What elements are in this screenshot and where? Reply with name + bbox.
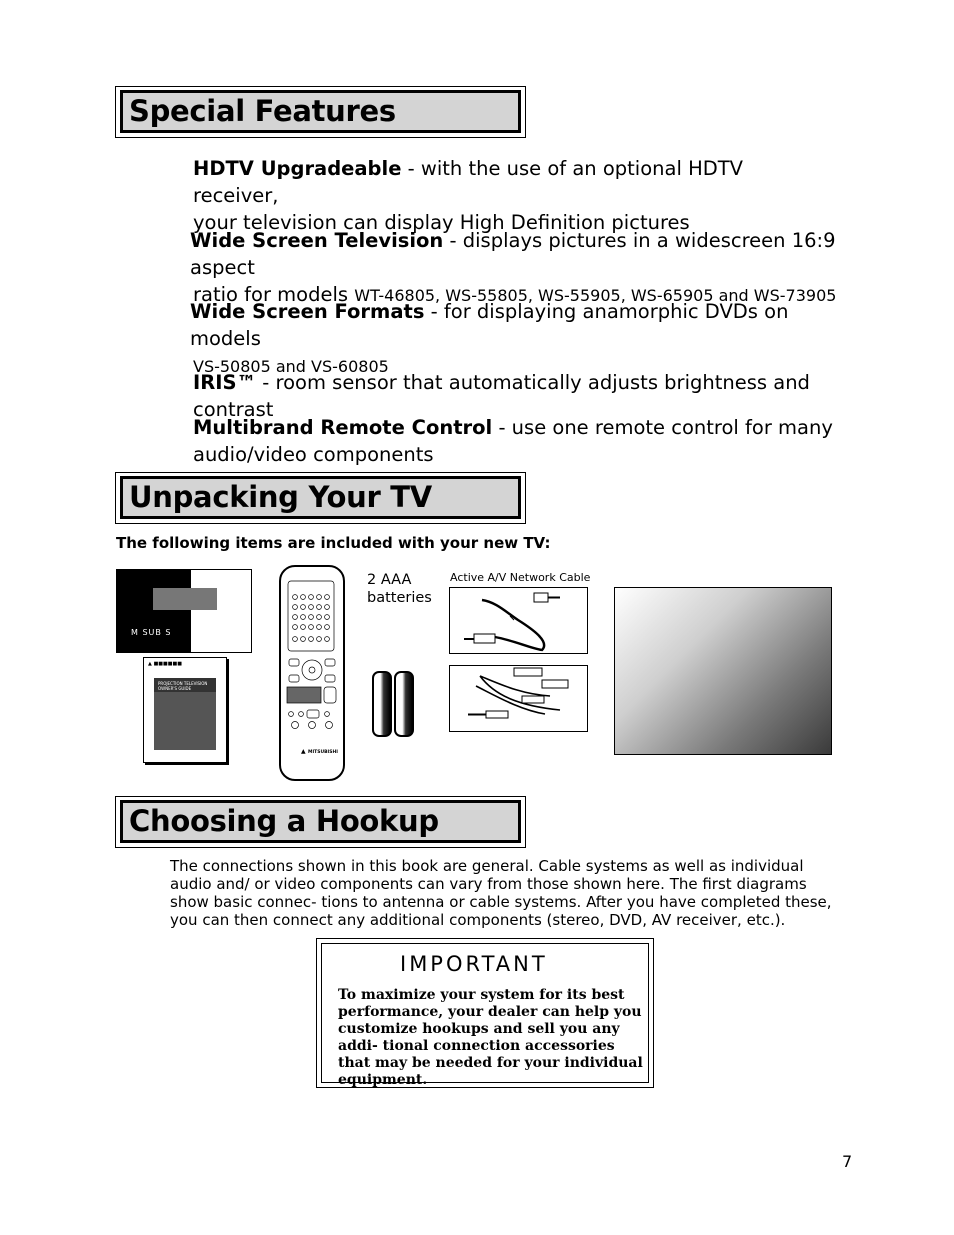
tv-screen-image (614, 587, 832, 755)
feature-iris: IRIS™ - room sensor that automatically adjusts brightness and contrast (193, 371, 810, 421)
remote-control-illustration (279, 565, 345, 781)
svg-text:▲: ▲ (301, 748, 306, 755)
unpacking-heading: Unpacking Your TV (129, 480, 432, 514)
unpacking-intro: The following items are included with your new TV: (116, 534, 551, 552)
special-features-heading: Special Features (129, 94, 396, 128)
owners-guide-illustration: ▲ ■■■■■■ PROJECTION TELEVISION OWNER'S GUIDE (143, 657, 227, 763)
tv-box-logo: M SUB S (131, 628, 172, 637)
cable-label: Active A/V Network Cable (450, 571, 591, 584)
battery-1 (372, 671, 392, 737)
tv-box-illustration (116, 569, 252, 653)
av-network-cable-illustration (449, 587, 588, 654)
special-features-heading-box (115, 86, 526, 138)
unpacking-heading-box (115, 472, 526, 524)
av-cable-illustration (449, 665, 588, 732)
hookup-paragraph: The connections shown in this book are general. Cable systems as well as individual audio and/ or video components can vary from those shown here. The first diagrams show basic connec- tions to antenna or cable systems. After you have completed these, you can then connect any additional components (stereo, DVD, AV receiver, etc.). (170, 857, 832, 929)
feature-hdtv: HDTV Upgradeable - with the use of an optional HDTV receiver, your television can display High Definition pictures (193, 157, 744, 234)
important-box (316, 938, 654, 1088)
hookup-heading-box (115, 796, 526, 848)
important-text: To maximize your system for its best performance, your dealer can help you customize hookups and sell you any addi- tional connection accessories that may be needed for your individual equipment. (338, 987, 643, 1088)
feature-wide-screen-tv: Wide Screen Television - displays pictures in a widescreen 16:9 aspect ratio for models WT-46805, WS-55805, WS-55905, WS-65905 and WS-73905 (190, 229, 837, 306)
battery-2 (394, 671, 414, 737)
remote-brand: MITSUBISHI (308, 750, 338, 755)
owners-guide-title: PROJECTION TELEVISION OWNER'S GUIDE (158, 681, 208, 691)
important-title: IMPORTANT (400, 952, 548, 976)
batteries-label: 2 AAA batteries (367, 572, 432, 606)
page-number: 7 (842, 1152, 853, 1171)
feature-multibrand-remote: Multibrand Remote Control - use one remote control for many audio/video components (193, 416, 833, 466)
hookup-heading: Choosing a Hookup (129, 804, 439, 838)
feature-wide-screen-formats: Wide Screen Formats - for displaying anamorphic DVDs on models VS-50805 and VS-60805 (190, 300, 789, 376)
